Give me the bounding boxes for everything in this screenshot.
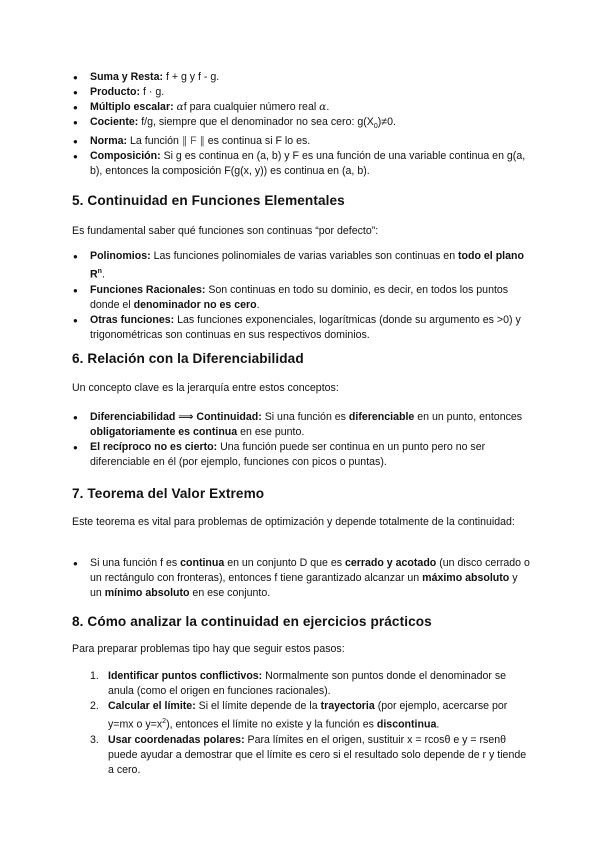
list-item: ● Composición: Si g es continua en (a, b) y F es una función de una variable continua en g(a, b), entonces la composición F(g(x, y)) es continua en (a, b). xyxy=(90,149,530,179)
paragraph: Un concepto clave es la jerarquía entre estos conceptos: xyxy=(72,382,339,394)
list-item: ● Múltiplo escalar: αf para cualquier número real α. xyxy=(90,100,530,115)
extreme-value-list xyxy=(90,556,530,601)
list-item: ● Cociente: f/g, siempre que el denominador no sea cero: $g(X_0)\ne 0$. xyxy=(90,115,530,134)
list-item: ● Producto: f · g. xyxy=(90,85,530,100)
list-item: ● Si una función f es continua en un conjunto D que es cerrado y acotado (un disco cerrado o un rectángulo con fronteras), entonces f tiene garantizado alcanzar un máximo absoluto y un mínimo absoluto en ese conjunto. xyxy=(90,556,530,601)
elementary-functions-list xyxy=(90,249,530,343)
list-item: 2. Calcular el límite: Si el límite depende de la trayectoria (por ejemplo, acercarse por y=mx o $y=x^2$), entonces el límite no existe y la función es discontinua. xyxy=(90,700,508,731)
list-item: ● Diferenciabilidad ⟹ Continuidad: Si una función es diferenciable en un punto, entonces obligatoriamente es continua en ese punto. xyxy=(90,410,530,440)
list-item: ● Funciones Racionales: Son continuas en todo su dominio, es decir, en todos los puntos donde el denominador no es cero. xyxy=(90,283,530,313)
steps-list xyxy=(90,669,533,778)
list-item: ● Suma y Resta: f + g y f - g. xyxy=(90,70,530,85)
section-heading: 5. Continuidad en Funciones Elementales xyxy=(72,193,345,208)
list-item: 3. Usar coordenadas polares: Para límites en el origen, sustituir x = rcosθ e y = rsenθ puede ayudar a demostrar que el límite es cero si el resultado solo depende de r y tiende a cero. xyxy=(90,733,527,776)
list-item: ● El recíproco no es cierto: Una función puede ser continua en un punto pero no ser diferenciable en él (por ejemplo, funciones con picos o puntas). xyxy=(90,440,530,470)
properties-list xyxy=(90,70,530,179)
list-item: ● Norma: La función ∥ F ∥ es continua si F lo es. xyxy=(90,134,530,149)
paragraph: Para preparar problemas tipo hay que seguir estos pasos: xyxy=(72,643,345,655)
list-item: 1. Identificar puntos conflictivos: Normalmente son puntos donde el denominador se anula (como el origen en funciones racionales). xyxy=(90,670,507,697)
section-heading: 6. Relación con la Diferenciabilidad xyxy=(72,351,304,366)
section-heading: 7. Teorema del Valor Extremo xyxy=(72,486,265,501)
differentiability-list xyxy=(90,410,530,470)
list-item: ● Otras funciones: Las funciones exponenciales, logarítmicas (donde su argumento es >0) y trigonométricas son continuas en sus respectivos dominios. xyxy=(90,313,530,343)
paragraph: Este teorema es vital para problemas de optimización y depende totalmente de la continuidad: xyxy=(72,516,515,528)
paragraph: Es fundamental saber qué funciones son continuas “por defecto”: xyxy=(72,225,379,237)
section-heading: 8. Cómo analizar la continuidad en ejercicios prácticos xyxy=(72,614,432,629)
list-item: ● Polinomios: Las funciones polinomiales de varias variables son continuas en todo el plano $R^n$. xyxy=(90,249,530,283)
